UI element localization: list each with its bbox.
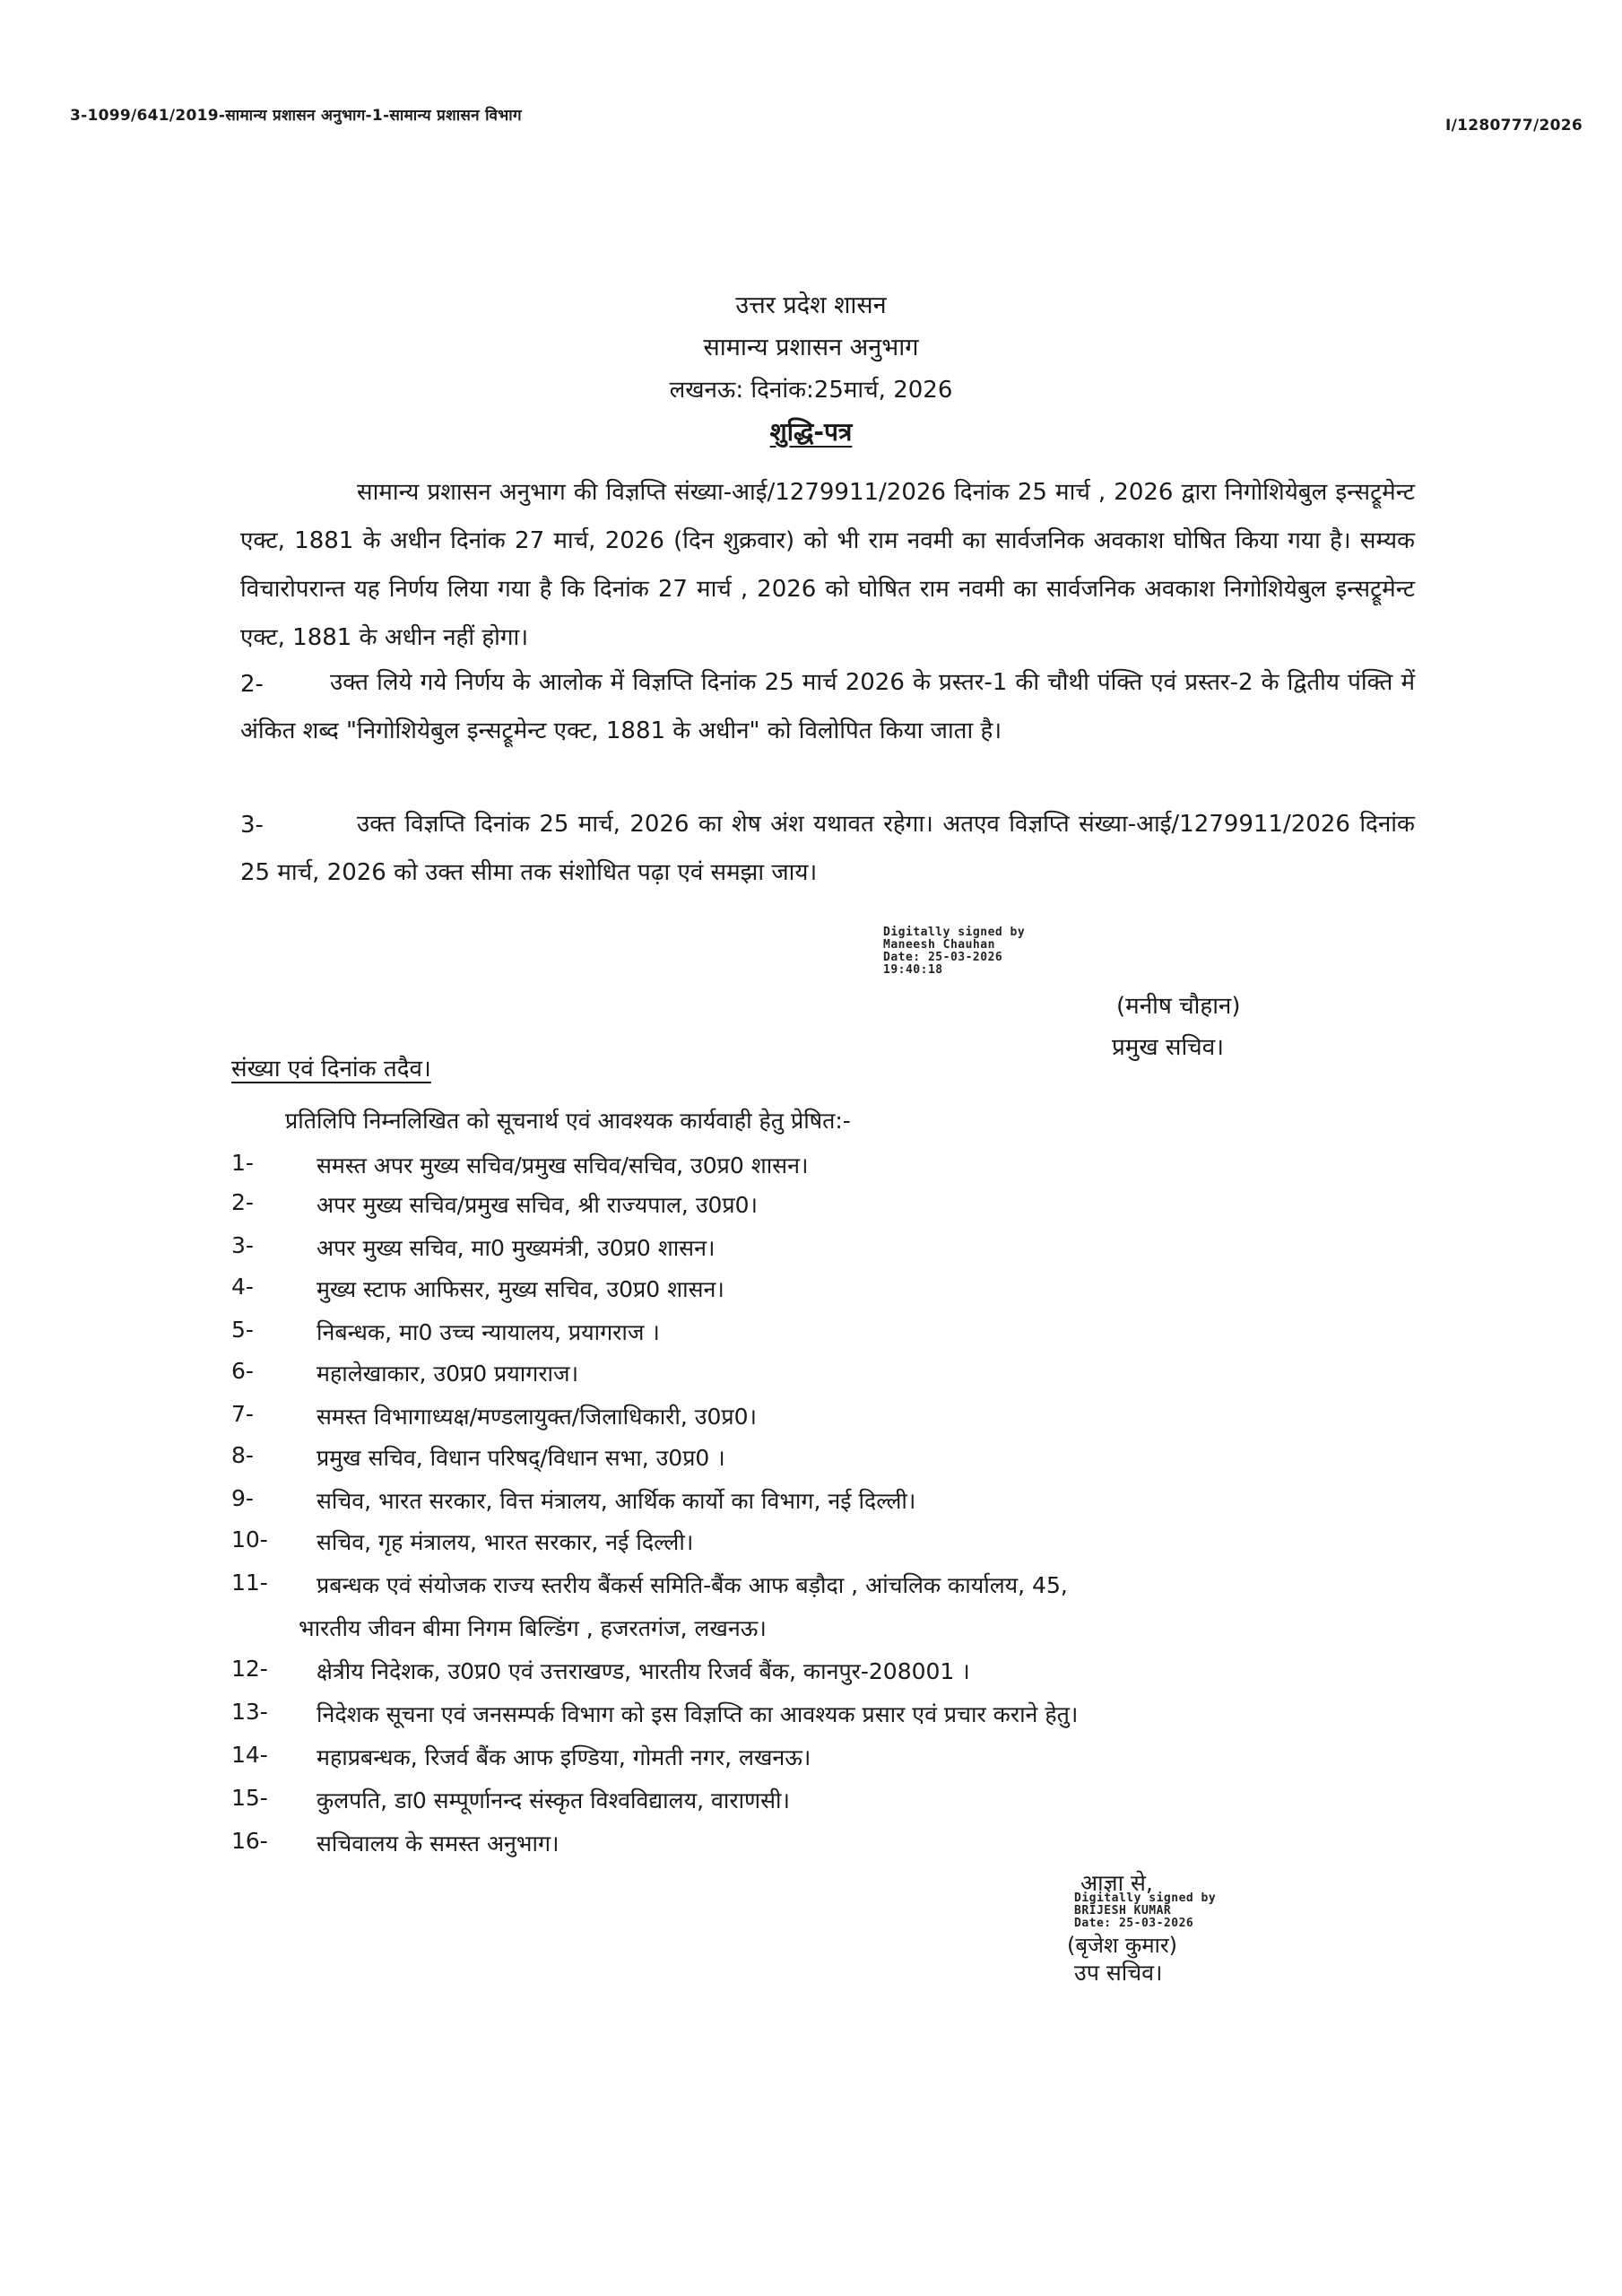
list-text: समस्त विभागाध्यक्ष/मण्डलायुक्त/जिलाधिकारी, उ0प्र0। bbox=[317, 1404, 757, 1430]
signature-line: Date: 25-03-2026 bbox=[1074, 1917, 1194, 1930]
signature-line: Digitally signed by bbox=[883, 926, 1026, 939]
list-text: क्षेत्रीय निदेशक, उ0प्र0 एवं उत्तराखण्ड, भारतीय रिजर्व बैंक, कानपुर-208001 । bbox=[317, 1658, 970, 1684]
list-number: 5- bbox=[231, 1317, 254, 1343]
digital-signature-stamp-2 bbox=[1074, 1892, 1216, 1930]
list-text: निदेशक सूचना एवं जनसम्पर्क विभाग को इस विज्ञप्ति का आवश्यक प्रसार एवं प्रचार कराने हेतु। bbox=[317, 1701, 1079, 1727]
list-text: प्रमुख सचिव, विधान परिषद्/विधान सभा, उ0प्र0 । bbox=[317, 1445, 725, 1471]
reference-same-number: संख्या एवं दिनांक तदैव। bbox=[231, 1056, 431, 1083]
list-number: 12- bbox=[231, 1656, 268, 1682]
government-title: उत्तर प्रदेश शासन bbox=[735, 291, 887, 319]
list-text: सचिवालय के समस्त अनुभाग। bbox=[317, 1831, 559, 1857]
list-number: 15- bbox=[231, 1785, 268, 1811]
signatory-name-2: (बृजेश कुमार) bbox=[1067, 1933, 1178, 1958]
signature-line: BRIJESH KUMAR bbox=[1074, 1904, 1172, 1918]
list-number: 8- bbox=[231, 1442, 254, 1468]
signature-line: Date: 25-03-2026 bbox=[883, 951, 1003, 964]
list-text: मुख्य स्टाफ आफिसर, मुख्य सचिव, उ0प्र0 शासन। bbox=[317, 1276, 724, 1302]
list-text: निबन्धक, मा0 उच्च न्यायालय, प्रयागराज । bbox=[317, 1319, 660, 1345]
place-date: लखनऊ: दिनांक:25मार्च, 2026 bbox=[669, 377, 953, 404]
heading-text: शुद्धि-पत्र bbox=[769, 417, 853, 447]
signatory-name-1: (मनीष चौहान) bbox=[1116, 993, 1241, 1020]
paragraph-3-number: 3- bbox=[240, 812, 264, 839]
list-number: 10- bbox=[231, 1526, 268, 1552]
paragraph-3 bbox=[240, 800, 1415, 897]
paragraph-3-text: उक्त विज्ञप्ति दिनांक 25 मार्च, 2026 का शेष अंश यथावत रहेगा। अतएव विज्ञप्ति संख्या-आई/1279911/2026 दिनांक 25 मार्च, 2026 को उक्त सीमा तक संशोधित पढ़ा एवं समझा जाय। bbox=[240, 811, 1415, 886]
list-text: सचिव, गृह मंत्रालय, भारत सरकार, नई दिल्ली। bbox=[317, 1529, 694, 1555]
list-number: 13- bbox=[231, 1699, 268, 1725]
list-text: प्रबन्धक एवं संयोजक राज्य स्तरीय बैंकर्स समिति-बैंक आफ बड़ौदा , आंचलिक कार्यालय, 45, bbox=[317, 1572, 1068, 1598]
list-text: समस्त अपर मुख्य सचिव/प्रमुख सचिव/सचिव, उ0प्र0 शासन। bbox=[317, 1152, 809, 1178]
paragraph-1 bbox=[240, 468, 1415, 662]
list-number: 9- bbox=[231, 1485, 254, 1511]
signature-line: Maneesh Chauhan bbox=[883, 938, 995, 952]
file-reference: 3-1099/641/2019-सामान्य प्रशासन अनुभाग-1-सामान्य प्रशासन विभाग bbox=[70, 107, 522, 125]
signature-line: 19:40:18 bbox=[883, 963, 943, 977]
section-title: सामान्य प्रशासन अनुभाग bbox=[703, 334, 919, 361]
list-text: अपर मुख्य सचिव/प्रमुख सचिव, श्री राज्यपाल, उ0प्र0। bbox=[317, 1192, 759, 1218]
document-number: I/1280777/2026 bbox=[1445, 117, 1583, 135]
list-number: 3- bbox=[231, 1232, 254, 1258]
paragraph-2-text: उक्त लिये गये निर्णय के आलोक में विज्ञप्ति दिनांक 25 मार्च 2026 के प्रस्तर-1 की चौथी पंक्ति एवं प्रस्तर-2 के द्वितीय पंक्ति में अंकित शब्द "निगोशियेबुल इन्सट्रूमेन्ट एक्ट, 1881 के अधीन" को विलोपित किया जाता है। bbox=[240, 669, 1415, 744]
list-number: 6- bbox=[231, 1358, 254, 1384]
paragraph-2 bbox=[240, 658, 1415, 755]
list-number: 14- bbox=[231, 1742, 268, 1768]
digital-signature-stamp-1 bbox=[883, 926, 1025, 977]
list-number: 2- bbox=[231, 1189, 254, 1215]
list-number: 7- bbox=[231, 1401, 254, 1427]
list-number: 16- bbox=[231, 1828, 268, 1854]
signature-line: Digitally signed by bbox=[1074, 1892, 1217, 1905]
signatory-designation-2: उप सचिव। bbox=[1074, 1960, 1163, 1986]
list-text: कुलपति, डा0 सम्पूर्णानन्द संस्कृत विश्वविद्यालय, वाराणसी। bbox=[317, 1787, 790, 1813]
paragraph-2-number: 2- bbox=[240, 671, 264, 698]
document-heading bbox=[0, 414, 1622, 448]
paragraph-1-text: सामान्य प्रशासन अनुभाग की विज्ञप्ति संख्या-आई/1279911/2026 दिनांक 25 मार्च , 2026 द्वारा निगोशियेबुल इन्सट्रूमेन्ट एक्ट, 1881 के अधीन दिनांक 27 मार्च, 2026 (दिन शुक्रवार) को भी राम नवमी का सार्वजनिक अवकाश घोषित किया गया है। सम्यक विचारोपरान्त यह निर्णय लिया गया है कि दिनांक 27 मार्च , 2026 को घोषित राम नवमी का सार्वजनिक अवकाश निगोशियेबुल इन्सट्रूमेन्ट एक्ट, 1881 के अधीन नहीं होगा। bbox=[240, 479, 1415, 651]
list-text: महालेखाकार, उ0प्र0 प्रयागराज। bbox=[317, 1361, 579, 1387]
copy-intro: प्रतिलिपि निम्नलिखित को सूचनार्थ एवं आवश्यक कार्यवाही हेतु प्रेषित:- bbox=[285, 1108, 851, 1134]
list-text: महाप्रबन्धक, रिजर्व बैंक आफ इण्डिया, गोमती नगर, लखनऊ। bbox=[317, 1744, 811, 1770]
list-text-continuation: भारतीय जीवन बीमा निगम बिल्डिंग , हजरतगंज, लखनऊ। bbox=[299, 1615, 767, 1641]
signatory-designation-1: प्रमुख सचिव। bbox=[1112, 1034, 1225, 1061]
list-number: 4- bbox=[231, 1274, 254, 1300]
by-order-text: आज्ञा से, bbox=[1080, 1870, 1153, 1896]
list-text: सचिव, भारत सरकार, वित्त मंत्रालय, आर्थिक कार्यो का विभाग, नई दिल्ली। bbox=[317, 1488, 916, 1514]
list-text: अपर मुख्य सचिव, मा0 मुख्यमंत्री, उ0प्र0 शासन। bbox=[317, 1235, 716, 1261]
list-number: 11- bbox=[231, 1570, 268, 1596]
list-number: 1- bbox=[231, 1150, 254, 1176]
